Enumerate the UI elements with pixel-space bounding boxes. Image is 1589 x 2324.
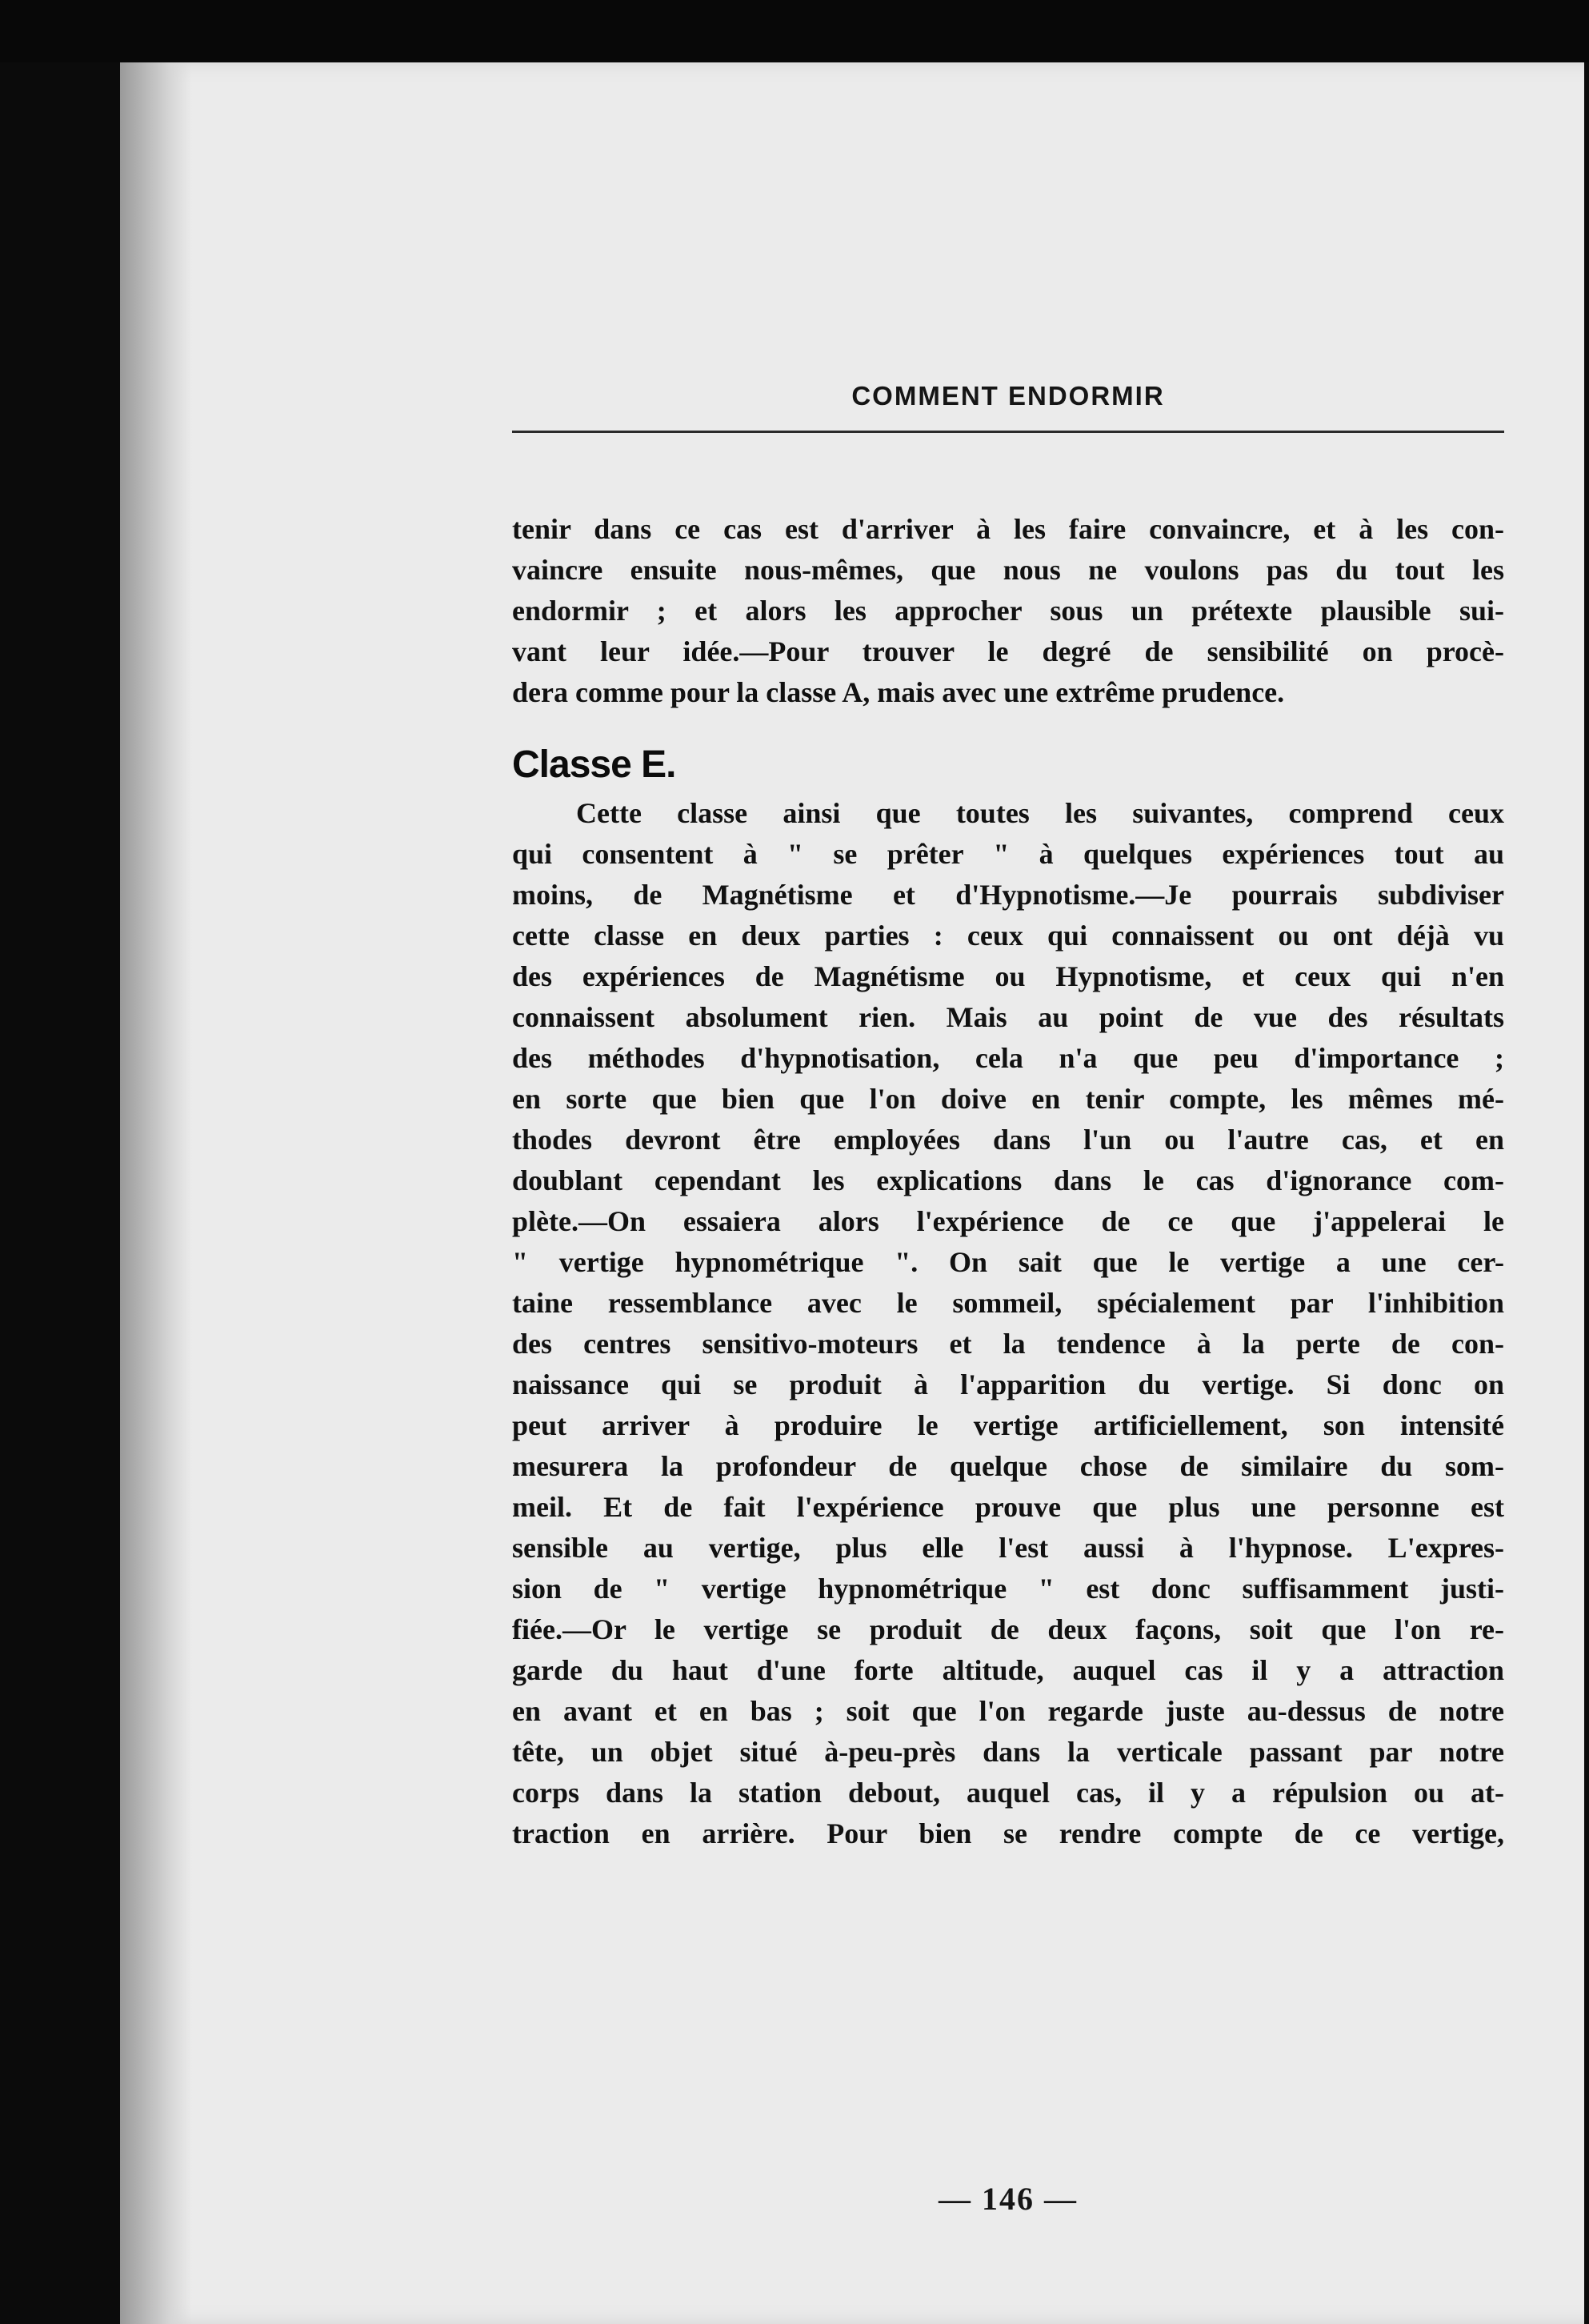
page-number: — 146 — — [939, 2181, 1078, 2217]
text-line: tenir dans ce cas est d'arriver à les faire convaincre, et à les con- — [512, 513, 1504, 545]
text-line: qui consentent à " se prêter " à quelques expériences tout au — [512, 838, 1504, 870]
text-line: fiée.—Or le vertige se produit de deux façons, soit que l'on re- — [512, 1613, 1504, 1645]
text-line: doublant cependant les explications dans le cas d'ignorance com- — [512, 1164, 1504, 1196]
scan-border — [0, 0, 1589, 62]
text-line: peut arriver à produire le vertige artificiellement, son intensité — [512, 1409, 1504, 1441]
running-head: COMMENT ENDORMIR — [851, 381, 1165, 411]
text-line: en sorte que bien que l'on doive en tenir compte, les mêmes mé- — [512, 1083, 1504, 1115]
text-line: des expériences de Magnétisme ou Hypnotisme, et ceux qui n'en — [512, 960, 1504, 992]
text-line: connaissent absolument rien. Mais au point de vue des résultats — [512, 1001, 1504, 1033]
text-line: Cette classe ainsi que toutes les suivantes, comprend ceux — [576, 797, 1504, 829]
text-line: garde du haut d'une forte altitude, auquel cas il y a attraction — [512, 1654, 1504, 1686]
text-line: des centres sensitivo-moteurs et la tendence à la perte de con- — [512, 1328, 1504, 1360]
section-heading: Classe E. — [512, 743, 676, 786]
text-line: plète.—On essaiera alors l'expérience de ce que j'appelerai le — [512, 1205, 1504, 1237]
text-line: en avant et en bas ; soit que l'on regarde juste au-dessus de notre — [512, 1695, 1504, 1727]
text-line: " vertige hypnométrique ". On sait que le vertige a une cer- — [512, 1246, 1504, 1278]
paragraph-2 — [512, 793, 1504, 1854]
text-line: mesurera la profondeur de quelque chose de similaire du som- — [512, 1450, 1504, 1482]
paragraph-1 — [512, 509, 1504, 713]
body-text — [512, 509, 1504, 1854]
text-line: vant leur idée.—Pour trouver le degré de sensibilité on procè- — [512, 635, 1504, 667]
text-line: endormir ; et alors les approcher sous un prétexte plausible sui- — [512, 595, 1504, 627]
text-line: dera comme pour la classe A, mais avec une extrême prudence. — [512, 676, 1285, 708]
text-line: traction en arrière. Pour bien se rendre compte de ce vertige, — [512, 1817, 1504, 1849]
text-line: des méthodes d'hypnotisation, cela n'a que peu d'importance ; — [512, 1042, 1504, 1074]
text-line: corps dans la station debout, auquel cas, il y a répulsion ou at- — [512, 1777, 1504, 1809]
text-line: moins, de Magnétisme et d'Hypnotisme.—Je pourrais subdiviser — [512, 879, 1504, 911]
text-line: vaincre ensuite nous-mêmes, que nous ne voulons pas du tout les — [512, 554, 1504, 586]
text-line: sion de " vertige hypnométrique " est donc suffisamment justi- — [512, 1573, 1504, 1605]
text-line: cette classe en deux parties : ceux qui connaissent ou ont déjà vu — [512, 920, 1504, 952]
text-line: taine ressemblance avec le sommeil, spécialement par l'inhibition — [512, 1287, 1504, 1319]
text-line: meil. Et de fait l'expérience prouve que plus une personne est — [512, 1491, 1504, 1523]
text-line: tête, un objet situé à-peu-près dans la verticale passant par notre — [512, 1736, 1504, 1768]
text-line: thodes devront être employées dans l'un ou l'autre cas, et en — [512, 1124, 1504, 1156]
text-line: sensible au vertige, plus elle l'est aussi à l'hypnose. L'expres- — [512, 1532, 1504, 1564]
text-line: naissance qui se produit à l'apparition du vertige. Si donc on — [512, 1368, 1504, 1400]
page-gutter-shadow — [120, 62, 192, 2324]
header-rule — [512, 431, 1504, 433]
